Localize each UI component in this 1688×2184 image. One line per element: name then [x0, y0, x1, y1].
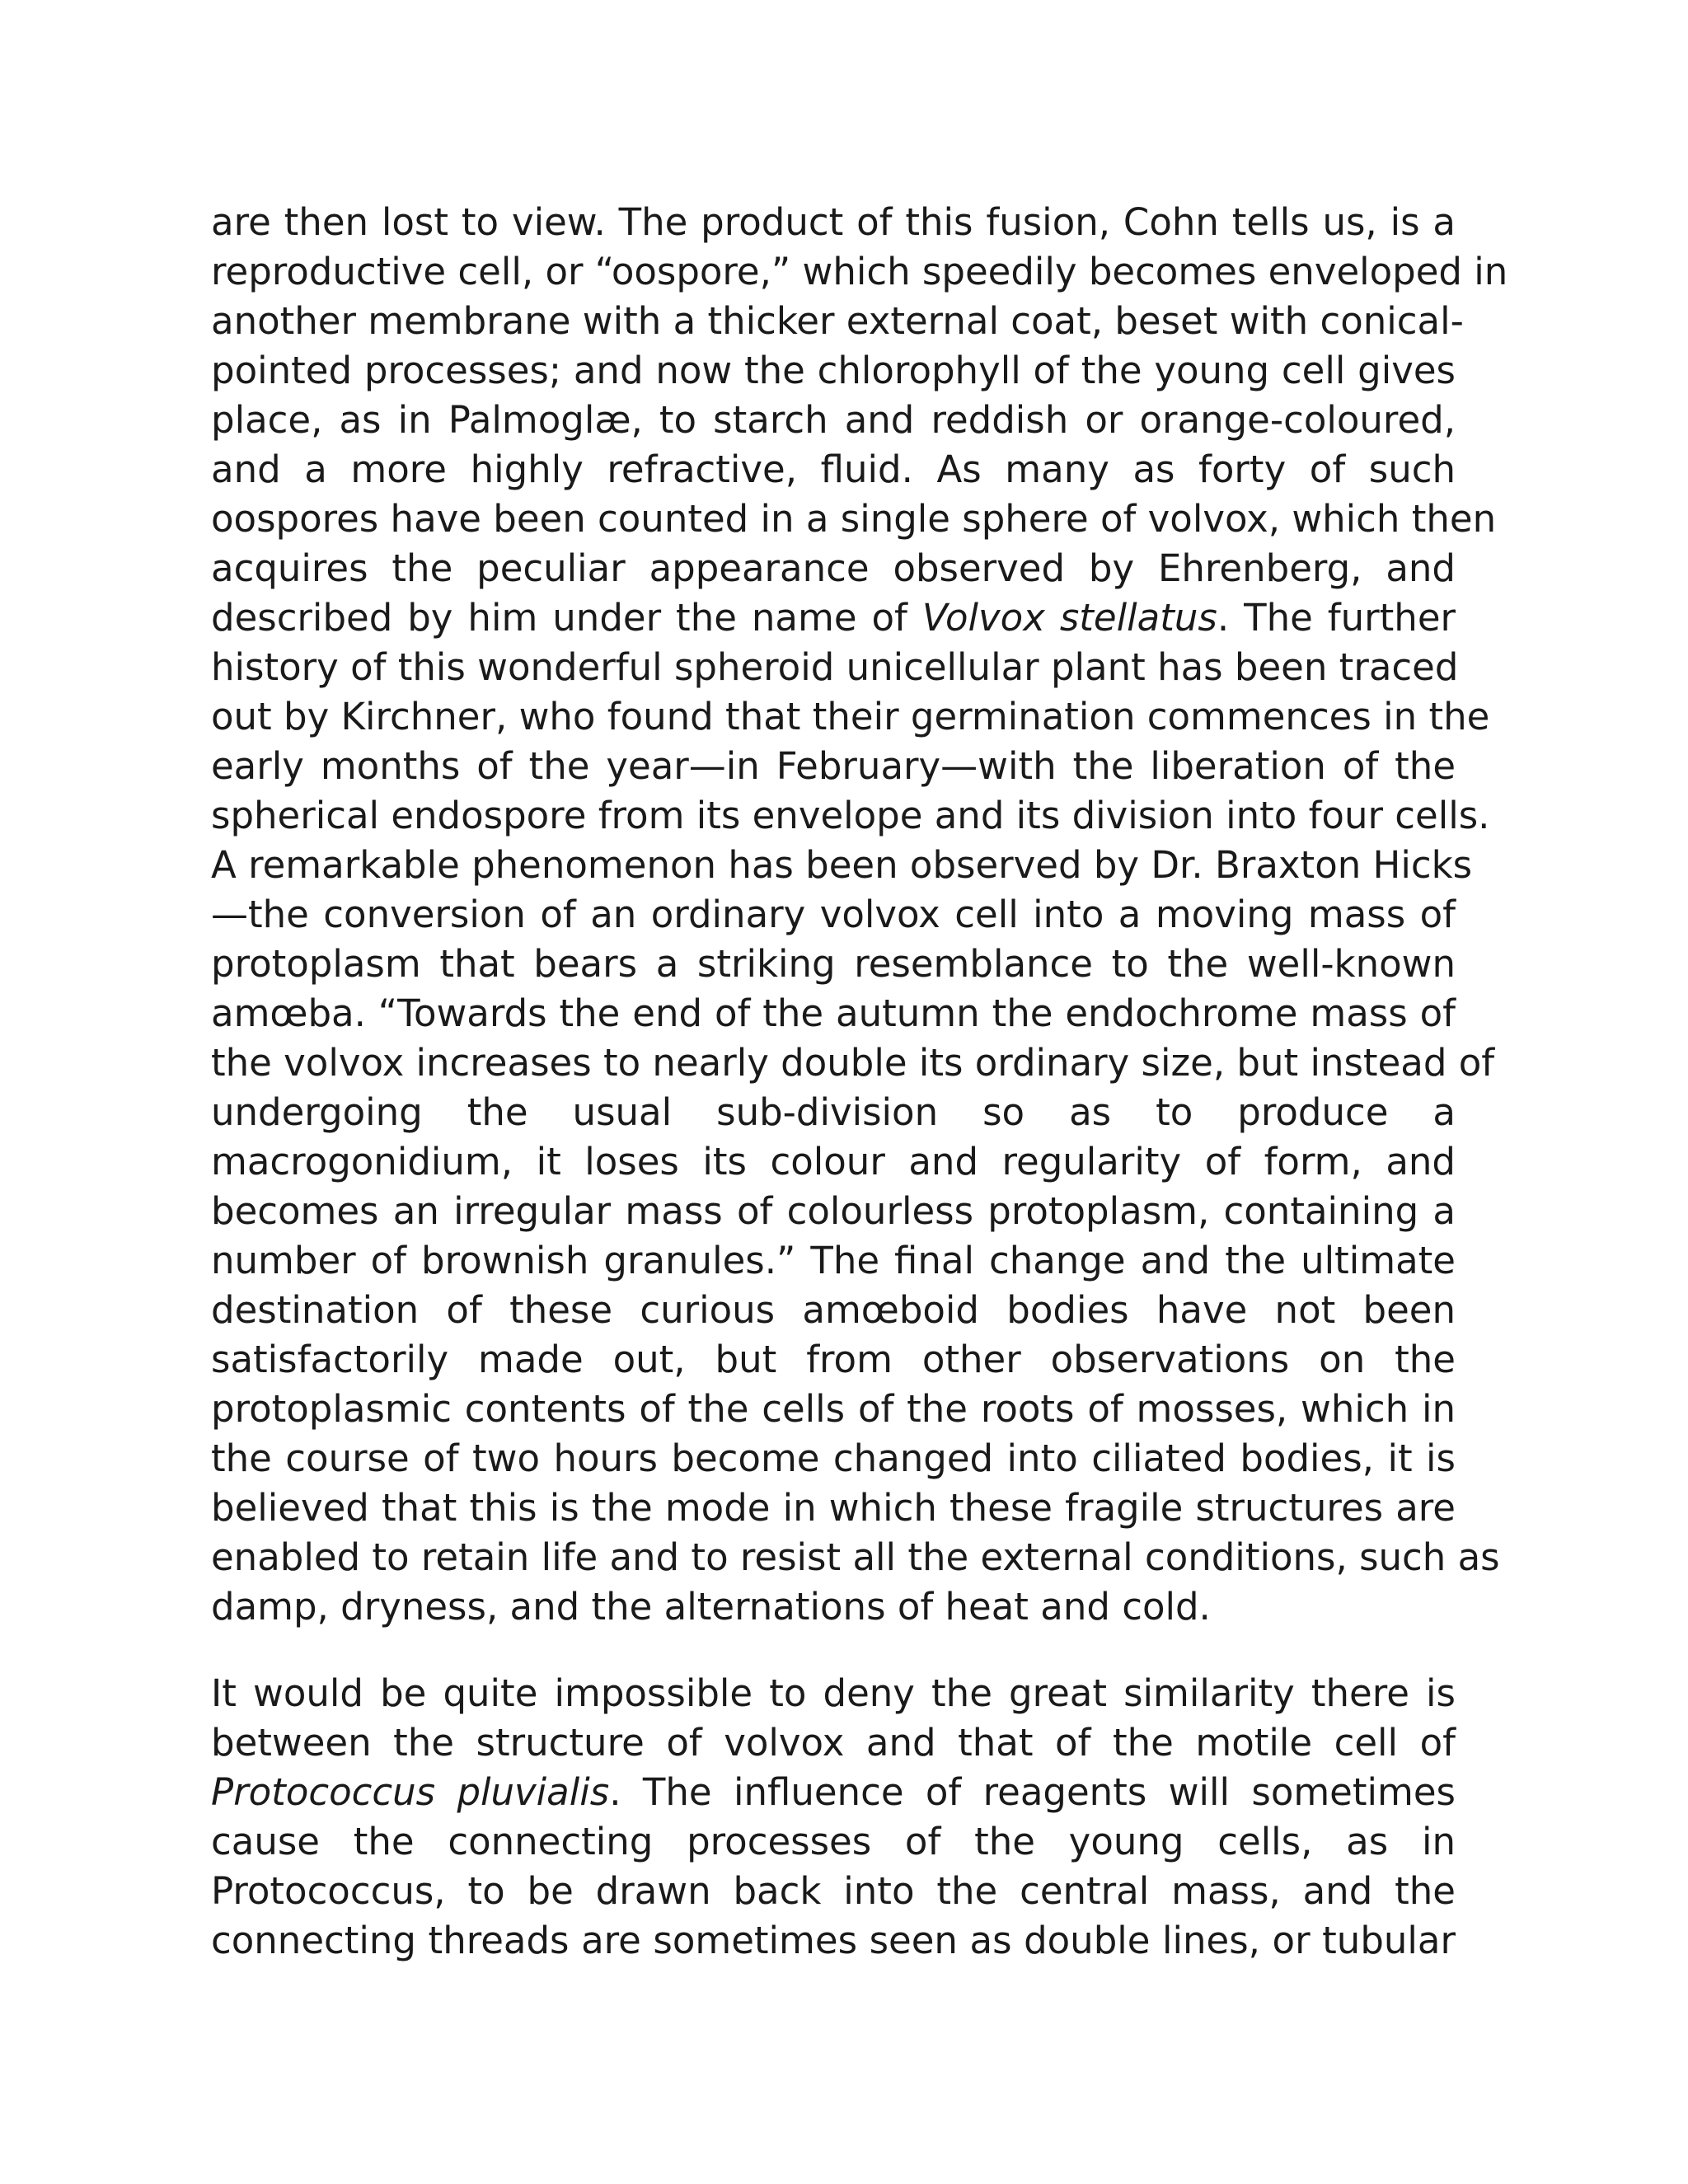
text-line: becomes an irregular mass of colourless protoplasm, containing a — [211, 1189, 1456, 1233]
text-line: between the structure of volvox and that of the motile cell of — [211, 1721, 1456, 1765]
text-line: protoplasm that bears a striking resemblance to the well-known — [211, 942, 1456, 986]
text-line-with-italic — [211, 593, 1456, 643]
text-line: macrogonidium, it loses its colour and regularity of form, and — [211, 1140, 1456, 1183]
text-line: amœba. “Towards the end of the autumn the endochrome mass of — [211, 991, 1456, 1035]
text-line: undergoing the usual sub-division so as to produce a — [211, 1090, 1456, 1134]
text-line-with-italic — [211, 1768, 1456, 1817]
text-line: are then lost to view. The product of this fusion, Cohn tells us, is a — [211, 200, 1456, 244]
italic-species-name: Protococcus pluvialis — [211, 1770, 610, 1814]
text-line: connecting threads are sometimes seen as double lines, or tubular — [211, 1919, 1456, 1962]
text-line: protoplasmic contents of the cells of the roots of mosses, which in — [211, 1387, 1456, 1431]
paragraph-protococcus-similarity — [211, 1669, 1456, 1966]
text-run: described by him under the name of — [211, 596, 922, 640]
text-line: satisfactorily made out, but from other observations on the — [211, 1338, 1456, 1381]
text-line: place, as in Palmoglæ, to starch and reddish or orange-coloured, — [211, 398, 1456, 442]
text-line: early months of the year—in February—with the liberation of the — [211, 744, 1456, 788]
text-line: destination of these curious amœboid bodies have not been — [211, 1288, 1456, 1332]
text-line: cause the connecting processes of the young cells, as in — [211, 1820, 1456, 1863]
text-line: and a more highly refractive, fluid. As many as forty of such — [211, 448, 1456, 491]
text-line: the course of two hours become changed into ciliated bodies, it is — [211, 1436, 1456, 1480]
text-line: enabled to retain life and to resist all the external conditions, such as — [211, 1535, 1500, 1579]
text-line: —the conversion of an ordinary volvox cell into a moving mass of — [211, 893, 1456, 936]
text-line: reproductive cell, or “oospore,” which speedily becomes enveloped in — [211, 250, 1508, 293]
text-line: believed that this is the mode in which these fragile structures are — [211, 1486, 1456, 1530]
text-line: A remarkable phenomenon has been observed by Dr. Braxton Hicks — [211, 843, 1473, 887]
text-line: acquires the peculiar appearance observed by Ehrenberg, and — [211, 546, 1456, 590]
text-line: spherical endospore from its envelope and its division into four cells. — [211, 794, 1490, 837]
text-run: . The influence of reagents will sometimes — [609, 1770, 1456, 1814]
text-line: the volvox increases to nearly double its ordinary size, but instead of — [211, 1041, 1495, 1085]
paragraph-volvox-oospores — [211, 198, 1508, 1632]
text-line: number of brownish granules.” The final change and the ultimate — [211, 1239, 1456, 1282]
text-line: pointed processes; and now the chlorophyll of the young cell gives — [211, 349, 1456, 392]
text-line: oospores have been counted in a single sphere of volvox, which then — [211, 497, 1497, 541]
text-line: another membrane with a thicker external coat, beset with conical- — [211, 299, 1464, 343]
text-line: damp, dryness, and the alternations of heat and cold. — [211, 1585, 1211, 1629]
text-line: It would be quite impossible to deny the great similarity there is — [211, 1671, 1456, 1715]
text-run: . The further — [1217, 596, 1456, 640]
italic-species-name: Volvox stellatus — [921, 596, 1217, 640]
text-line: out by Kirchner, who found that their germination commences in the — [211, 695, 1490, 738]
text-line: history of this wonderful spheroid unicellular plant has been traced — [211, 645, 1459, 689]
text-line: Protococcus, to be drawn back into the central mass, and the — [211, 1869, 1456, 1913]
